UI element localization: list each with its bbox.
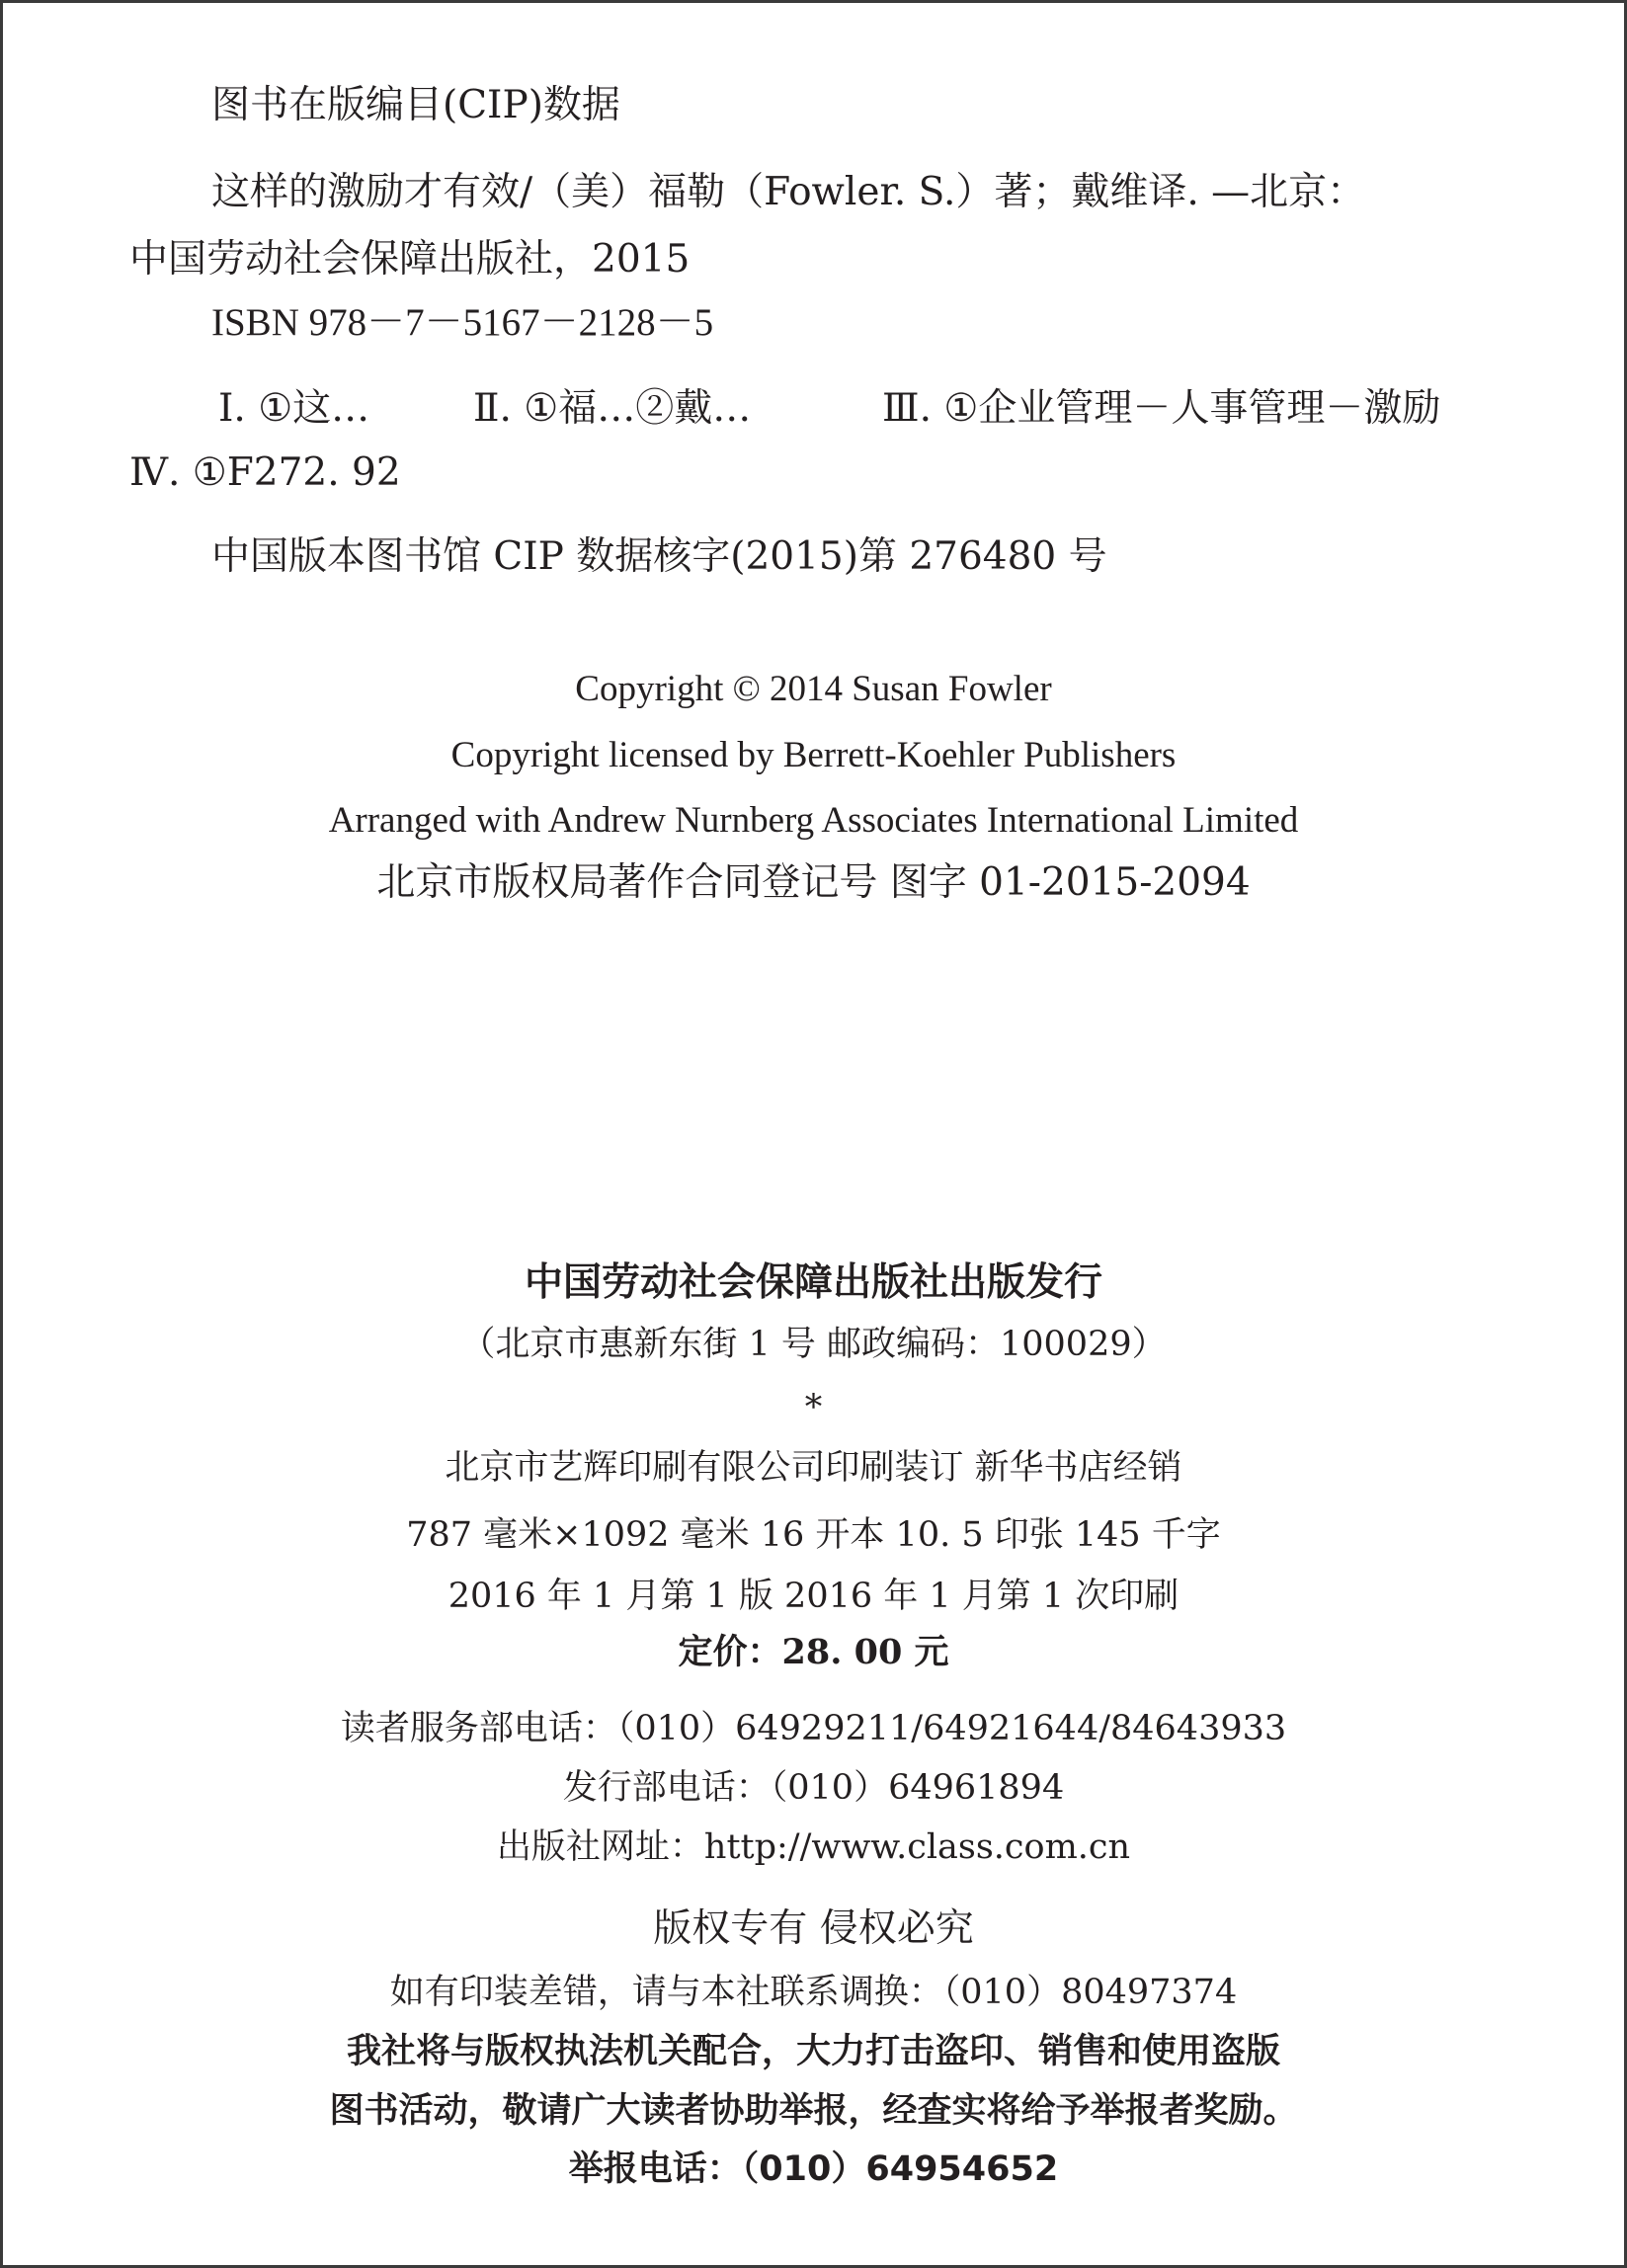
edition-info: 2016 年 1 月第 1 版 2016 年 1 月第 1 次印刷 bbox=[447, 1577, 1180, 1616]
price: 定价：28. 00 元 bbox=[678, 1632, 949, 1672]
cip-isbn: ISBN 978－7－5167－2128－5 bbox=[211, 301, 714, 344]
cip-class-2: Ⅱ. ①福…②戴… bbox=[473, 386, 752, 431]
copyright-arrangement: Arranged with Andrew Nurnberg Associates International Limited bbox=[328, 800, 1299, 841]
exchange-notice: 如有印装差错，请与本社联系调换：（010）80497374 bbox=[389, 1973, 1238, 2012]
publisher-name: 中国劳动社会保障出版社出版发行 bbox=[524, 1259, 1102, 1305]
anti-piracy-notice-1: 我社将与版权执法机关配合，大力打击盗印、销售和使用盗版 bbox=[346, 2032, 1280, 2071]
reader-service-phone: 读者服务部电话：（010）64929211/64921644/84643933 bbox=[340, 1709, 1287, 1748]
copyright-notice: Copyright © 2014 Susan Fowler bbox=[575, 669, 1052, 709]
copyright-license: Copyright licensed by Berrett-Koehler Publishers bbox=[450, 735, 1177, 775]
anti-piracy-notice-2: 图书活动，敬请广大读者协助举报，经查实将给予举报者奖励。 bbox=[329, 2091, 1298, 2131]
report-phone: 举报电话：（010）64954652 bbox=[568, 2149, 1059, 2189]
cip-heading: 图书在版编目(CIP)数据 bbox=[211, 83, 620, 127]
printer-info: 北京市艺辉印刷有限公司印刷装订 新华书店经销 bbox=[445, 1448, 1182, 1488]
cip-class-3: Ⅲ. ①企业管理－人事管理－激励 bbox=[882, 386, 1441, 431]
copyright-registration: 北京市版权局著作合同登记号 图字 01-2015-2094 bbox=[376, 860, 1251, 905]
cip-class-4: Ⅳ. ①F272. 92 bbox=[129, 450, 401, 495]
distribution-phone: 发行部电话：（010）64961894 bbox=[562, 1768, 1065, 1808]
cip-entry-title: 这样的激励才有效/（美）福勒（Fowler. S.）著；戴维译. —北京： bbox=[211, 170, 1366, 214]
publisher-website: 出版社网址：http://www.class.com.cn bbox=[496, 1827, 1131, 1867]
book-specs: 787 毫米×1092 毫米 16 开本 10. 5 印张 145 千字 bbox=[406, 1515, 1221, 1555]
rights-statement: 版权专有 侵权必究 bbox=[653, 1906, 974, 1951]
cip-entry-publisher: 中国劳动社会保障出版社，2015 bbox=[129, 237, 691, 282]
publisher-address: （北京市惠新东街 1 号 邮政编码：100029） bbox=[460, 1325, 1167, 1364]
cip-class-1: Ⅰ. ①这… bbox=[218, 386, 370, 431]
separator-asterisk: * bbox=[804, 1388, 823, 1427]
cip-record: 中国版本图书馆 CIP 数据核字(2015)第 276480 号 bbox=[211, 534, 1107, 579]
